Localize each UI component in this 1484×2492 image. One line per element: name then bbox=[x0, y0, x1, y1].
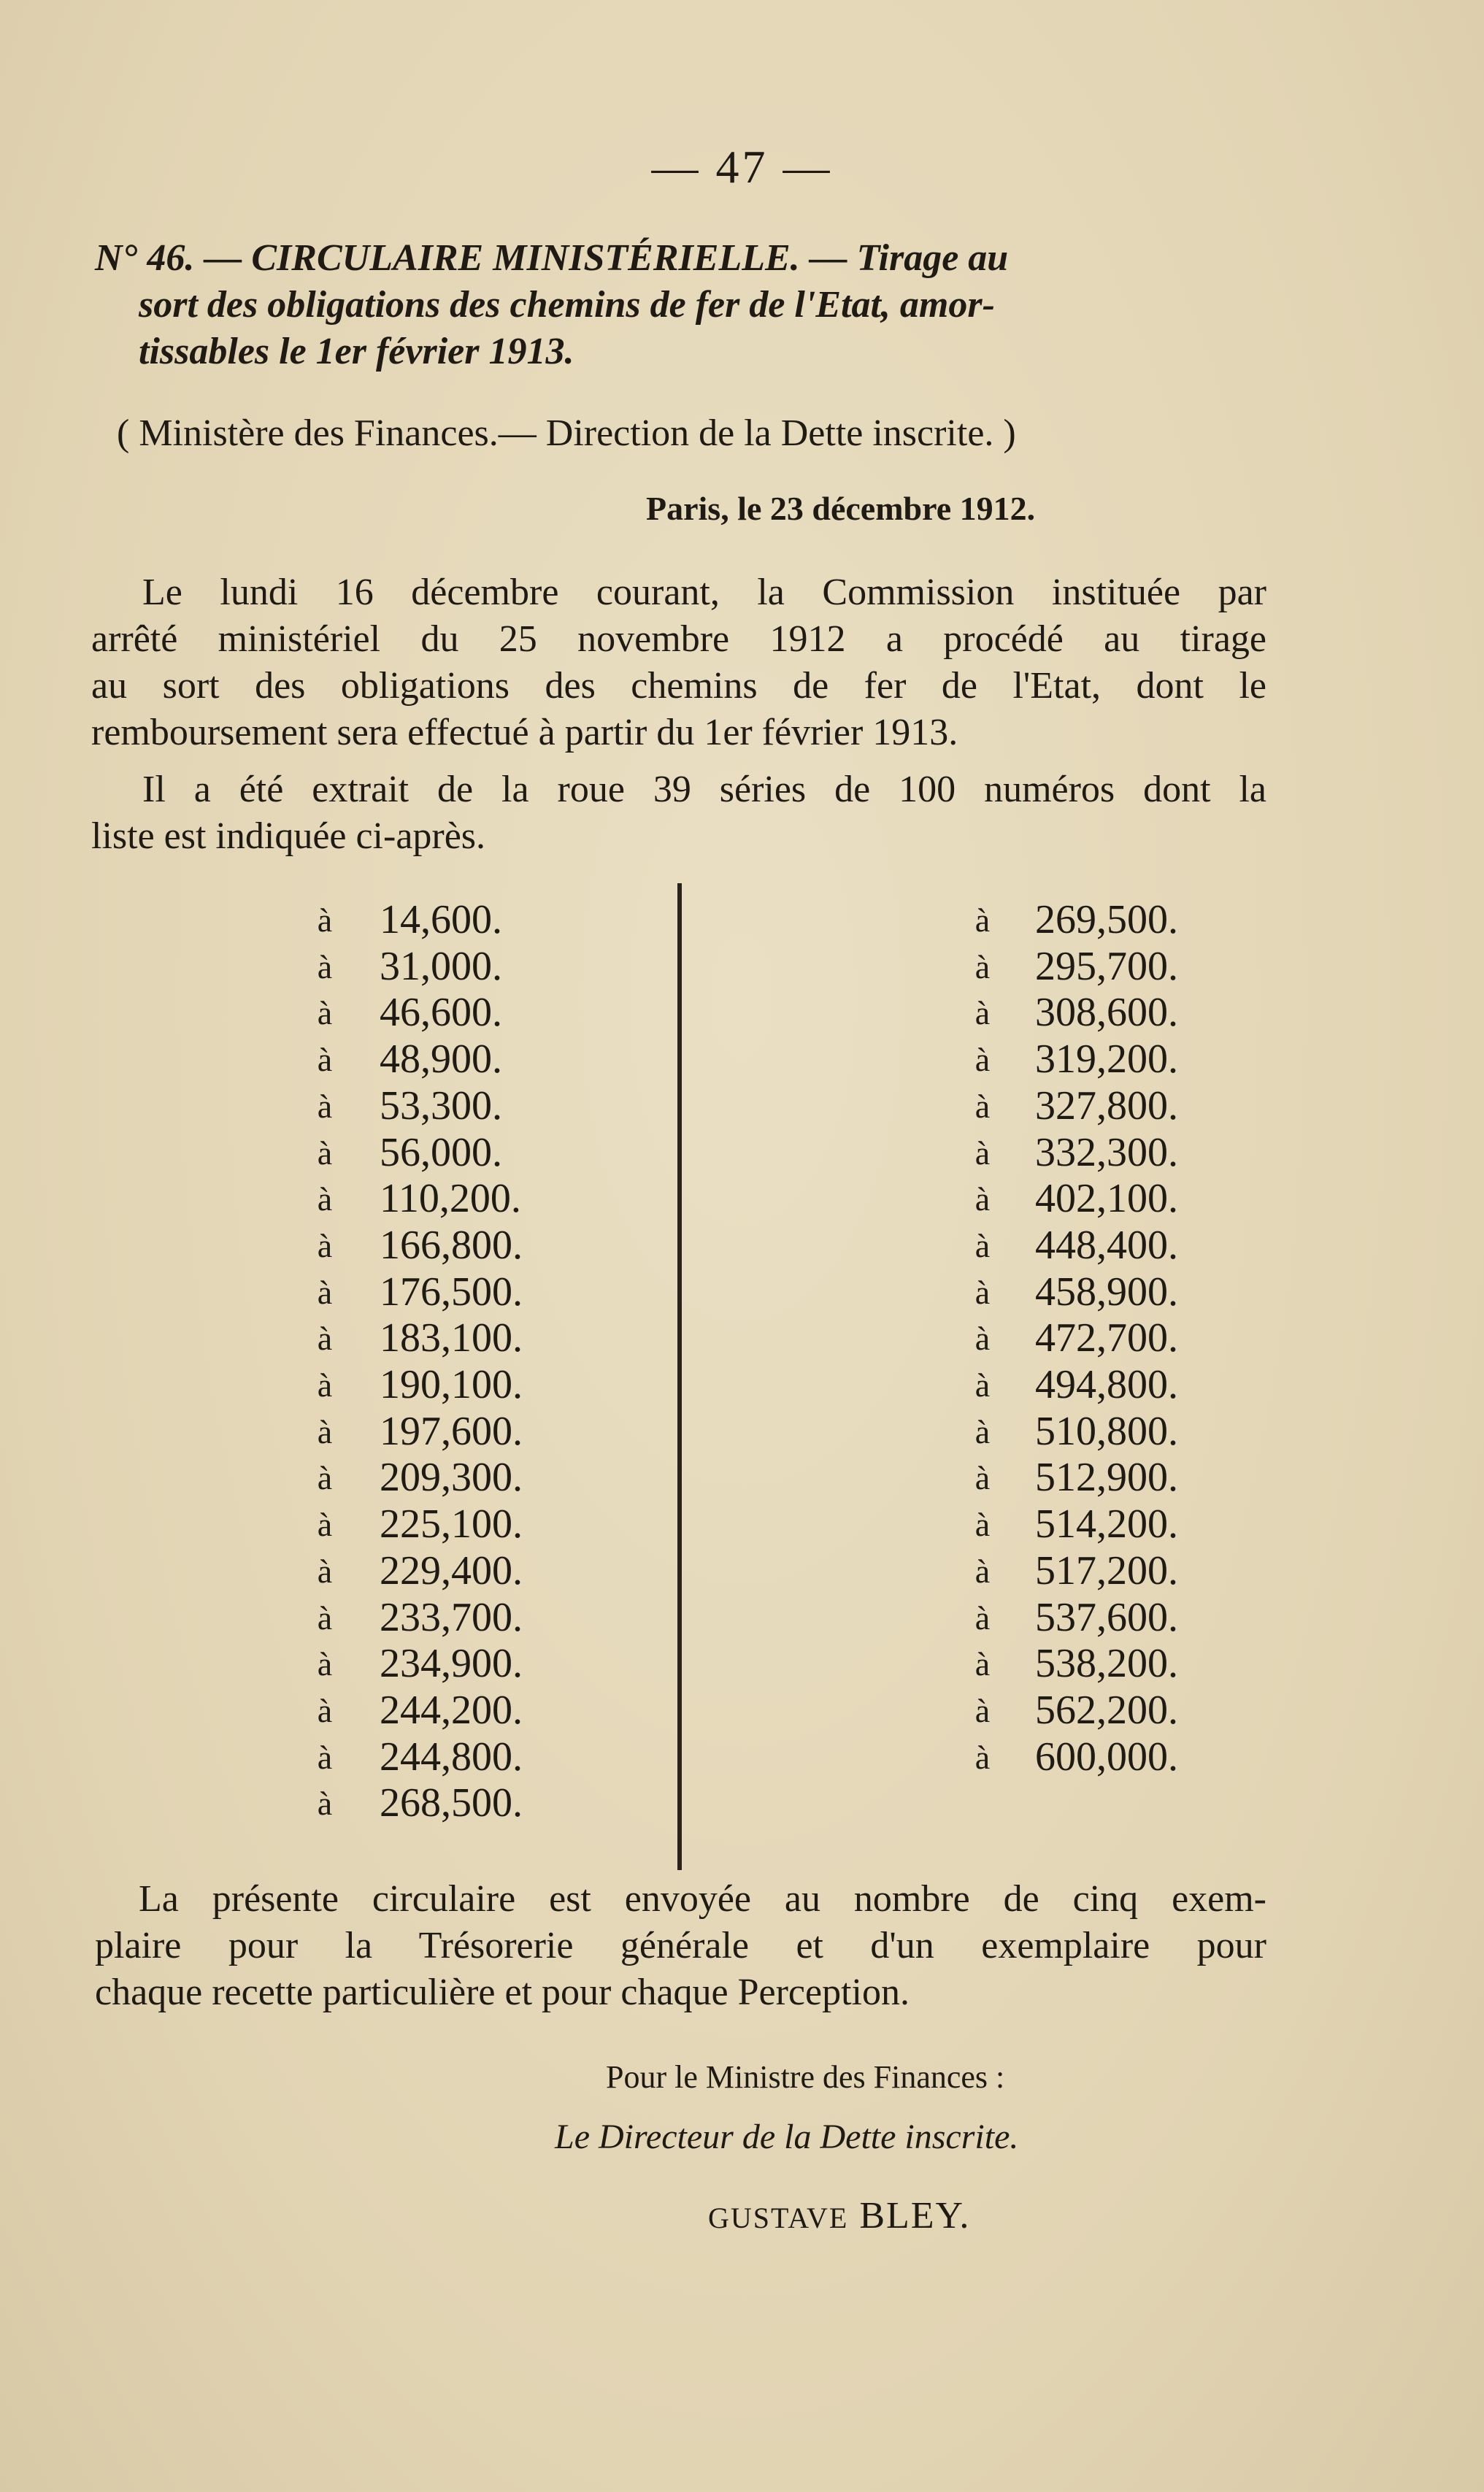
series-end: 332,300. bbox=[1035, 1129, 1178, 1175]
series-end: 225,100. bbox=[380, 1501, 523, 1547]
page-number: — 47 — bbox=[651, 141, 833, 193]
range-separator: à bbox=[974, 1599, 991, 1637]
range-separator: à bbox=[317, 1412, 333, 1450]
range-separator: à bbox=[974, 994, 991, 1032]
range-separator: à bbox=[317, 1041, 333, 1079]
range-separator: à bbox=[974, 1180, 991, 1218]
signatory-name bbox=[708, 2194, 970, 2237]
series-end: 14,600. bbox=[380, 897, 502, 942]
series-end: 31,000. bbox=[380, 943, 502, 989]
series-end: 244,800. bbox=[380, 1734, 523, 1780]
range-separator: à bbox=[317, 947, 333, 985]
series-end: 448,400. bbox=[1035, 1222, 1178, 1268]
range-separator: à bbox=[317, 1366, 333, 1404]
range-separator: à bbox=[974, 1645, 991, 1683]
series-end: 48,900. bbox=[380, 1037, 502, 1082]
range-separator: à bbox=[317, 1180, 333, 1218]
series-end: 538,200. bbox=[1035, 1641, 1178, 1687]
series-end: 458,900. bbox=[1035, 1269, 1178, 1315]
series-end: 402,100. bbox=[1035, 1176, 1178, 1222]
closing-paragraph bbox=[95, 1876, 1266, 2016]
series-end: 46,600. bbox=[380, 990, 502, 1036]
range-separator: à bbox=[974, 1087, 991, 1125]
range-separator: à bbox=[974, 1412, 991, 1450]
series-end: 53,300. bbox=[380, 1082, 502, 1128]
range-separator: à bbox=[317, 1738, 333, 1776]
ministry-line: ( Ministère des Finances.— Direction de la Dette inscrite. ) bbox=[117, 412, 1016, 454]
series-end: 510,800. bbox=[1035, 1408, 1178, 1454]
range-separator: à bbox=[317, 1691, 333, 1729]
heading-text: tissables le 1er février 1913. bbox=[139, 331, 574, 372]
range-separator: à bbox=[974, 1366, 991, 1404]
range-separator: à bbox=[974, 1134, 991, 1172]
series-end: 197,600. bbox=[380, 1408, 523, 1454]
paragraph-line: remboursement sera effectué à partir du 1er février 1913. bbox=[91, 712, 958, 753]
paragraph-line: arrêté ministériel du 25 novembre 1912 a procédé au tirage bbox=[91, 618, 1266, 660]
closing-line: La présente circulaire est envoyée au nombre de cinq exem- bbox=[139, 1878, 1266, 1920]
range-separator: à bbox=[974, 1506, 991, 1544]
series-end: 166,800. bbox=[380, 1222, 523, 1268]
series-end: 176,500. bbox=[380, 1269, 523, 1315]
range-separator: à bbox=[317, 1552, 333, 1590]
series-end: 600,000. bbox=[1035, 1734, 1178, 1780]
paragraph-line: Il a été extrait de la roue 39 séries de 100 numéros dont la bbox=[142, 769, 1266, 810]
series-end: 308,600. bbox=[1035, 990, 1178, 1036]
range-separator: à bbox=[974, 1226, 991, 1264]
paragraph-2 bbox=[91, 766, 1266, 860]
heading-text: N° 46. — CIRCULAIRE MINISTÉRIELLE. — Tirage au bbox=[95, 237, 1009, 279]
series-end: 233,700. bbox=[380, 1594, 523, 1640]
signatory-first-name: GUSTAVE bbox=[708, 2201, 849, 2234]
range-separator: à bbox=[317, 1320, 333, 1358]
closing-line: chaque recette particulière et pour chaque Perception. bbox=[95, 1972, 910, 2013]
series-end: 183,100. bbox=[380, 1315, 523, 1361]
range-separator: à bbox=[317, 1506, 333, 1544]
circular-heading-line-1 bbox=[95, 232, 1263, 285]
range-separator: à bbox=[317, 1226, 333, 1264]
range-separator: à bbox=[974, 1738, 991, 1776]
series-end: 295,700. bbox=[1035, 943, 1178, 989]
range-separator: à bbox=[317, 1645, 333, 1683]
range-separator: à bbox=[974, 901, 991, 939]
series-end: 244,200. bbox=[380, 1687, 523, 1733]
paragraph-line: Le lundi 16 décembre courant, la Commission instituée par bbox=[142, 572, 1266, 613]
range-separator: à bbox=[974, 1552, 991, 1590]
circular-heading-line-3 bbox=[139, 326, 1307, 378]
series-end: 472,700. bbox=[1035, 1315, 1178, 1361]
series-end: 229,400. bbox=[380, 1547, 523, 1593]
series-end: 269,500. bbox=[1035, 897, 1178, 942]
range-separator: à bbox=[974, 1041, 991, 1079]
series-end: 268,500. bbox=[380, 1780, 523, 1826]
dateline: Paris, le 23 décembre 1912. bbox=[646, 490, 1036, 527]
range-separator: à bbox=[317, 1134, 333, 1172]
series-end: 514,200. bbox=[1035, 1501, 1178, 1547]
heading-text: sort des obligations des chemins de fer de l'Etat, amor- bbox=[139, 284, 995, 326]
series-end: 517,200. bbox=[1035, 1547, 1178, 1593]
range-separator: à bbox=[317, 1087, 333, 1125]
series-end: 56,000. bbox=[380, 1129, 502, 1175]
series-end: 209,300. bbox=[380, 1455, 523, 1501]
signature-line-1: Pour le Ministre des Finances : bbox=[606, 2059, 1005, 2095]
series-end: 512,900. bbox=[1035, 1455, 1178, 1501]
series-end: 494,800. bbox=[1035, 1362, 1178, 1407]
range-separator: à bbox=[974, 947, 991, 985]
series-end: 190,100. bbox=[380, 1362, 523, 1407]
series-end: 319,200. bbox=[1035, 1037, 1178, 1082]
paragraph-line: au sort des obligations des chemins de fer de l'Etat, dont le bbox=[91, 665, 1266, 707]
range-separator: à bbox=[317, 1785, 333, 1823]
series-end: 562,200. bbox=[1035, 1687, 1178, 1733]
range-separator: à bbox=[317, 994, 333, 1032]
paragraph-1 bbox=[91, 569, 1266, 756]
paragraph-line: liste est indiquée ci-après. bbox=[91, 815, 486, 857]
range-separator: à bbox=[317, 1459, 333, 1497]
series-end: 537,600. bbox=[1035, 1594, 1178, 1640]
signatory-last-name: BLEY. bbox=[859, 2195, 971, 2237]
series-end: 327,800. bbox=[1035, 1082, 1178, 1128]
column-divider bbox=[677, 883, 682, 1870]
range-separator: à bbox=[317, 1599, 333, 1637]
signature-line-2: Le Directeur de la Dette inscrite. bbox=[555, 2118, 1019, 2156]
closing-line: plaire pour la Trésorerie générale et d'un exemplaire pour bbox=[95, 1925, 1266, 1966]
range-separator: à bbox=[974, 1320, 991, 1358]
range-separator: à bbox=[317, 1273, 333, 1311]
circular-heading-line-2 bbox=[139, 279, 1307, 331]
range-separator: à bbox=[974, 1273, 991, 1311]
range-separator: à bbox=[974, 1691, 991, 1729]
range-separator: à bbox=[317, 901, 333, 939]
range-separator: à bbox=[974, 1459, 991, 1497]
series-end: 234,900. bbox=[380, 1641, 523, 1687]
series-end: 110,200. bbox=[380, 1176, 521, 1222]
